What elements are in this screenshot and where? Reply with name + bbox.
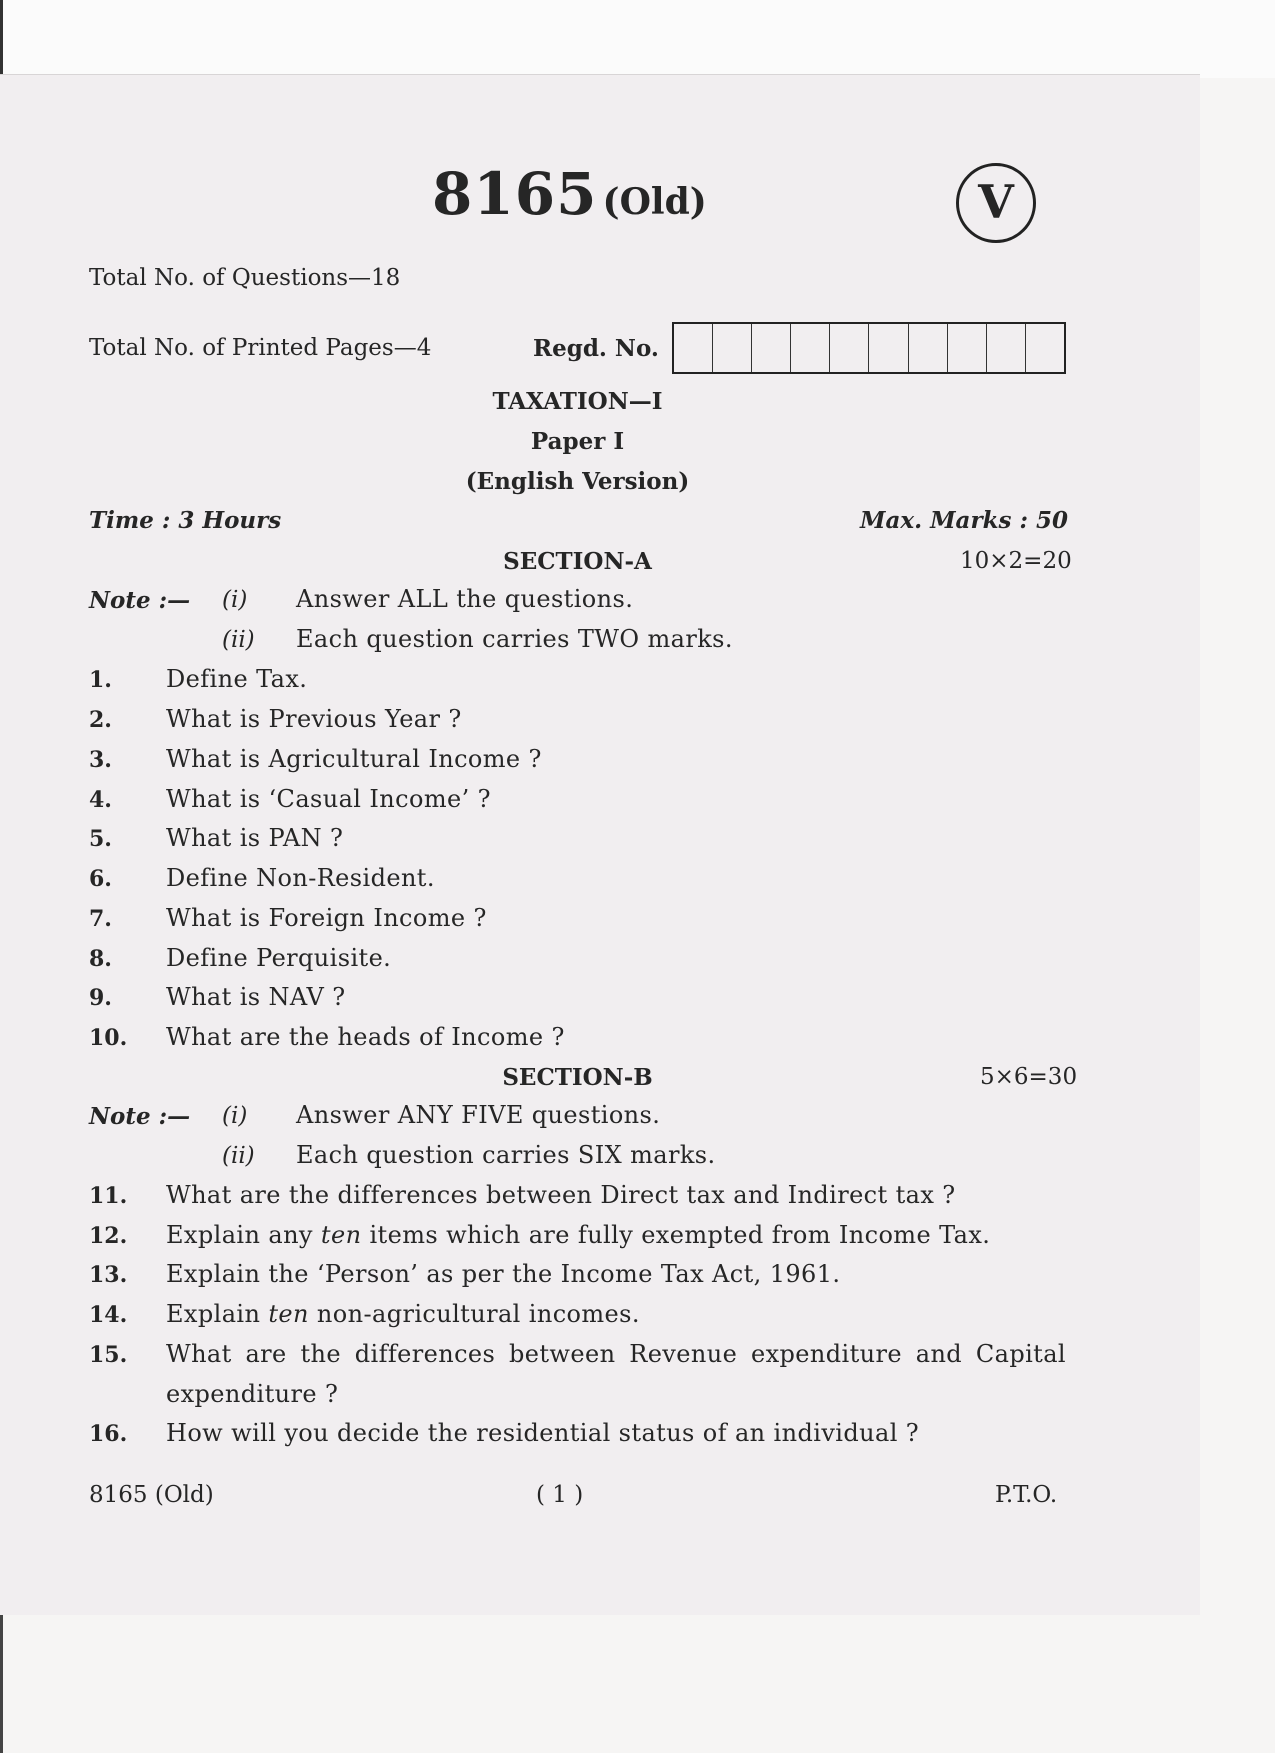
question-text: What is ‘Casual Income’ ?	[166, 785, 491, 813]
question-number: 12.	[89, 1223, 128, 1249]
question-number: 5.	[89, 826, 112, 852]
regd-label: Regd. No.	[533, 335, 659, 362]
question-number: 10.	[89, 1025, 128, 1051]
question-number: 11.	[89, 1183, 128, 1209]
question-text-continued: expenditure ?	[166, 1380, 339, 1408]
question-number: 8.	[89, 946, 112, 972]
question-text: Define Tax.	[166, 665, 308, 693]
section-b-marks: 5×6=30	[980, 1064, 1078, 1090]
question-number: 14.	[89, 1302, 128, 1328]
note-number: (ii)	[222, 627, 255, 653]
version-badge: V	[956, 163, 1036, 243]
note-number: (i)	[222, 1103, 248, 1129]
regd-number-boxes	[672, 322, 1066, 374]
subject-title: TAXATION—I	[492, 388, 663, 415]
paper-code-suffix: (Old)	[602, 181, 707, 223]
note-number: (i)	[222, 587, 248, 613]
page-number: ( 1 )	[536, 1482, 584, 1508]
note-text: Answer ANY FIVE questions.	[296, 1101, 661, 1129]
note-label: Note :—	[89, 1103, 191, 1130]
note-text: Answer ALL the questions.	[296, 585, 634, 613]
regd-cell	[674, 324, 713, 372]
question-text: Explain ten non-agricultural incomes.	[166, 1300, 640, 1328]
section-b-title: SECTION-B	[502, 1064, 653, 1091]
total-pages: Total No. of Printed Pages—4	[89, 335, 432, 361]
question-text: Define Perquisite.	[166, 944, 392, 972]
note-label: Note :—	[89, 587, 191, 614]
question-text: What are the differences between Revenue expenditure and Capital	[166, 1340, 1066, 1368]
question-text: What is PAN ?	[166, 824, 344, 852]
regd-cell	[869, 324, 908, 372]
footer-code: 8165 (Old)	[89, 1482, 214, 1508]
question-text: What are the heads of Income ?	[166, 1023, 565, 1051]
question-text: What are the differences between Direct tax and Indirect tax ?	[166, 1181, 956, 1209]
question-number: 9.	[89, 985, 112, 1011]
question-number: 2.	[89, 707, 112, 733]
regd-cell	[752, 324, 791, 372]
note-number: (ii)	[222, 1143, 255, 1169]
question-number: 13.	[89, 1262, 128, 1288]
regd-cell	[830, 324, 869, 372]
question-number: 7.	[89, 906, 112, 932]
section-a-title: SECTION-A	[503, 548, 652, 575]
question-text: What is Previous Year ?	[166, 705, 462, 733]
regd-cell	[713, 324, 752, 372]
regd-cell	[1026, 324, 1064, 372]
paper-number: Paper I	[530, 428, 625, 455]
pto-label: P.T.O.	[995, 1482, 1058, 1508]
note-text: Each question carries SIX marks.	[296, 1141, 716, 1169]
question-number: 16.	[89, 1421, 128, 1447]
time-allowed: Time : 3 Hours	[89, 507, 282, 534]
section-a-marks: 10×2=20	[960, 548, 1072, 574]
paper-code: 8165	[432, 160, 598, 228]
note-text: Each question carries TWO marks.	[296, 625, 733, 653]
question-number: 4.	[89, 787, 112, 813]
regd-cell	[948, 324, 987, 372]
question-text: How will you decide the residential status of an individual ?	[166, 1419, 920, 1447]
question-number: 15.	[89, 1342, 128, 1368]
regd-cell	[987, 324, 1026, 372]
question-text: What is NAV ?	[166, 983, 346, 1011]
question-number: 3.	[89, 747, 112, 773]
question-text: Define Non-Resident.	[166, 864, 435, 892]
regd-cell	[909, 324, 948, 372]
regd-cell	[791, 324, 830, 372]
paper-code-heading	[432, 160, 707, 228]
scan-edge-mark	[0, 0, 3, 78]
question-number: 1.	[89, 667, 112, 693]
paper-version: (English Version)	[465, 468, 690, 495]
question-text: Explain any ten items which are fully exempted from Income Tax.	[166, 1221, 991, 1249]
question-text: What is Foreign Income ?	[166, 904, 487, 932]
question-text: Explain the ‘Person’ as per the Income Tax Act, 1961.	[166, 1260, 841, 1288]
scan-border	[0, 0, 1275, 78]
question-number: 6.	[89, 866, 112, 892]
question-text: What is Agricultural Income ?	[166, 745, 542, 773]
total-questions: Total No. of Questions—18	[89, 265, 401, 291]
max-marks: Max. Marks : 50	[860, 507, 1068, 534]
